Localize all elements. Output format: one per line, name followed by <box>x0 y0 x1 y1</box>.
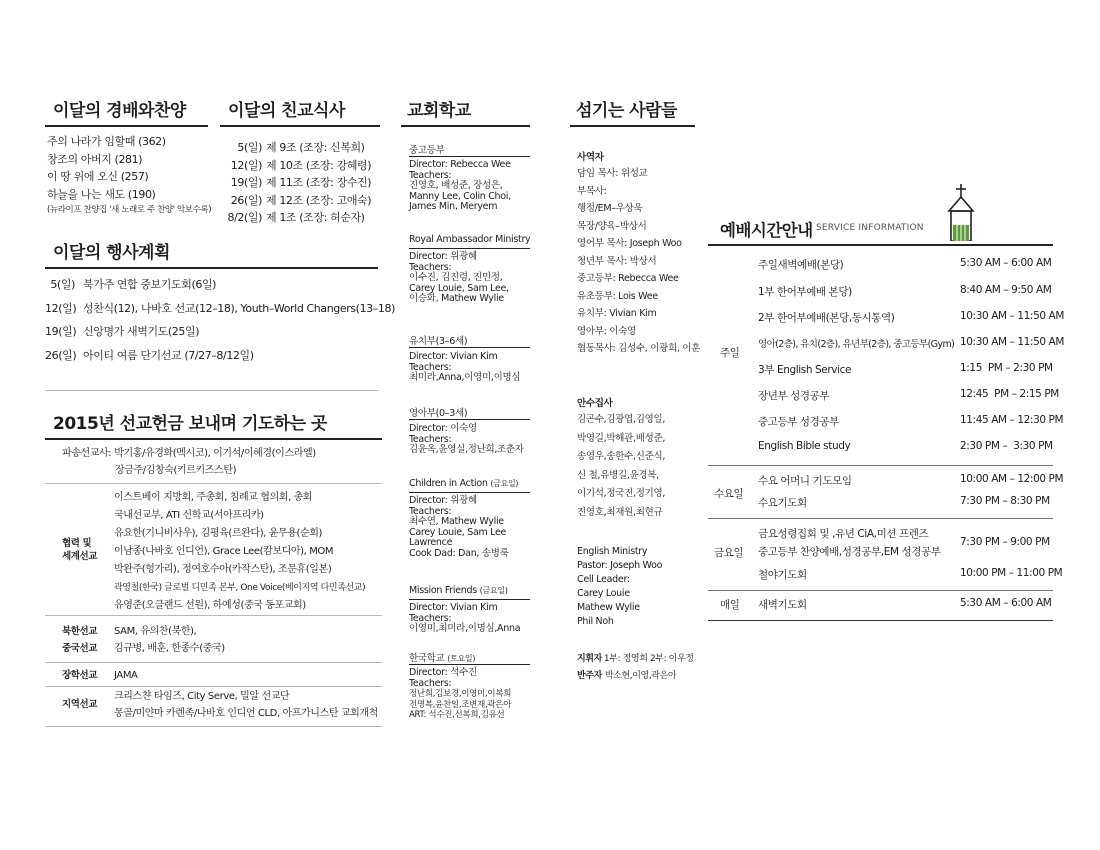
school-mf: Mission Friends (금요일) <box>409 585 508 596</box>
divider <box>708 518 1053 519</box>
school-ra: Royal Ambassador Ministry <box>409 234 531 245</box>
group-label: 북한선교 중국선교 <box>62 626 98 654</box>
divider <box>45 483 382 484</box>
divider <box>409 599 530 600</box>
divider <box>409 664 530 665</box>
divider <box>708 465 1053 466</box>
list-item: 수요 어머니 기도모임 10:00 AM – 12:00 PM <box>758 473 1064 487</box>
list-item: 26(일) 아이티 여름 단기선교 (7/27–8/12일) <box>45 348 254 362</box>
divider <box>409 347 530 348</box>
servants-deacons: 안수집사 김곤수,김광엽,김영일, 박영길,박해관,배성준, 송영우,송한수,신준식, 신 철,유병길,윤경복, 이기석,정국진,정기영, 진영호,최재원,최현규 <box>577 396 702 522</box>
group-label: 협력 및 세계선교 <box>62 538 98 562</box>
mission-section <box>45 409 382 440</box>
divider <box>708 590 1053 591</box>
list-item: 3부 English Service 1:15 PM – 2:30 PM <box>758 362 1053 376</box>
divider <box>45 390 378 391</box>
service-day-friday <box>708 521 1063 589</box>
worship-title: 이달의 경배와찬양 <box>45 96 208 127</box>
fellowship-list <box>220 139 380 227</box>
school-infant: 영아부(0–3세) <box>409 408 468 419</box>
list-item: 주의 나라가 임할때 (362) <box>47 135 166 148</box>
list-item: 이 땅 위에 오신 (257) <box>47 170 149 184</box>
list-item: 창조의 아버지 (281) <box>47 152 143 166</box>
group-label: 지역선교 <box>62 699 98 710</box>
church-icon <box>944 183 978 245</box>
worship-note: (뉴라이프 찬양집 '새 노래로 주 찬양' 악보수록) <box>47 205 212 216</box>
mission-title: 2015년 선교헌금 보내며 기도하는 곳 <box>45 409 382 440</box>
day-label: 매일 <box>720 599 740 611</box>
list-item: 5(일) 북가주 연합 중보기도회(6일) <box>50 278 217 291</box>
events-list <box>45 273 395 367</box>
list-item: 7:30 PM – 9:00 PM <box>960 536 1050 548</box>
list-item: 영아(2층), 유치(2층), 유년부(2층), 중고등부(Gym) 10:30 AM – 11:50 AM <box>758 336 1065 350</box>
list-item: 5(일) 제 9조 (조장: 신복희) <box>237 141 365 154</box>
worship-section <box>45 96 212 216</box>
group-lines: 이스트베이 지방회, 주총회, 침례교 협의회, 총회 국내선교부, ATI 신학교(서아프리카) 유요한(기니비사우), 김평육(르완다), 윤무용(순회) 이남종(나바호 인디언), Grace Lee(캄보디아), MOM 박완주(헝가리), 정여호수아(카작스탄), 조문휴(일본) 곽영철(한국) 글로벌 디민족 본부, One Voice(베이지역 다민족선교) 유영준(오클랜드 선원), 하예성(중국 동포교회) <box>114 492 366 611</box>
list-item: 12(일) 제 10조 (조장: 강혜령) <box>230 158 372 172</box>
events-title: 이달의 행사계획 <box>45 238 378 269</box>
service-subtitle: SERVICE INFORMATION <box>816 223 924 233</box>
divider <box>708 620 1053 621</box>
list-item: 하늘을 나는 새도 (190) <box>47 187 156 201</box>
service-day-sunday <box>708 254 1065 462</box>
list-item: 19(일) 제 11조 (조장: 장수진) <box>230 176 372 190</box>
day-label: 금요일 <box>714 547 744 559</box>
service-title: 예배시간안내 <box>720 221 813 240</box>
school-youth: 중고등부 <box>409 145 445 156</box>
list-item: 12(일) 성찬식(12), 나바호 선교(12–18), Youth–World Changers(13–18) <box>45 301 395 315</box>
list-item: 중고등부 찬양예배,성경공부,EM 성경공부 <box>758 546 941 558</box>
day-label: 수요일 <box>714 488 744 500</box>
school-korean: 한국학교 (토요일) <box>409 653 476 664</box>
service-day-wednesday <box>708 468 1064 516</box>
list-item: 철야기도회 10:00 PM – 11:00 PM <box>758 567 1063 581</box>
divider <box>45 686 382 687</box>
list-item: 새벽기도회 5:30 AM – 6:00 AM <box>758 597 1052 611</box>
mission-group-sent: 파송선교사: 박기홍/유경화(멕시코), 이기석/이혜경(이스라엘) 장금주/김창숙(키르키즈스탄) <box>62 445 382 479</box>
divider <box>409 156 530 157</box>
school-title: 교회학교 <box>401 96 530 127</box>
list-item: 19(일) 신앙명가 새벽기도(25일) <box>45 325 200 338</box>
day-label: 주일 <box>720 347 740 359</box>
list-item: 8/2(일) 제 1조 (조장: 허순자) <box>227 211 365 225</box>
divider <box>45 726 382 727</box>
list-item: 수요기도회 7:30 PM – 8:30 PM <box>758 495 1050 509</box>
list-item: 장년부 성경공부 12:45 PM – 2:15 PM <box>758 388 1059 402</box>
group-label: 장학선교 <box>62 670 98 681</box>
service-day-daily <box>708 592 1053 618</box>
group-label: 파송선교사: <box>62 448 112 459</box>
list-item: 금요성령집회 및 ,유년 CiA,미션 프렌즈 <box>758 528 929 540</box>
servants-staff: 사역자 담임 목사: 위성교 부목사: 행정/EM–우상욱 목장/양육–박상서 영어부 목사: Joseph Woo 청년부 목사: 박상서 중고등부: Rebecca Wee 유초등부: Lois Wee 유치부: Vivian Kim 영아부: 이숙영 협동목사: 김성수, 이광희, 이훈 <box>577 150 707 358</box>
list-item: 중고등부 성경공부 11:45 AM – 12:30 PM <box>758 414 1064 428</box>
staff-title: 사역자 <box>577 152 604 163</box>
list-item: 26(일) 제 12조 (조장: 고애숙) <box>230 193 372 207</box>
fellowship-title: 이달의 친교식사 <box>220 96 380 127</box>
divider <box>409 492 530 493</box>
servants-em: English Ministry Pastor: Joseph Woo Cell Leader: Carey Louie Mathew Wylie Phil Noh <box>577 546 663 627</box>
divider <box>45 662 382 663</box>
servants-title: 섬기는 사람들 <box>570 96 695 127</box>
divider <box>409 248 530 249</box>
divider <box>409 419 530 420</box>
mission-group-scholar: 장학선교 JAMA <box>62 670 138 681</box>
fellowship-section <box>220 96 380 227</box>
events-section <box>45 238 395 367</box>
list-item: 1부 한어부예배 본당) 8:40 AM – 9:50 AM <box>758 284 1052 298</box>
divider <box>45 615 382 616</box>
list-item: English Bible study 2:30 PM – 3:30 PM <box>758 440 1053 452</box>
servants-section <box>570 96 695 127</box>
school-cia: Children in Action (금요일) <box>409 478 519 489</box>
school-kinder: 유치부(3–6세) <box>409 336 468 347</box>
deacons-title: 안수집사 <box>577 398 613 409</box>
service-header <box>708 212 1053 246</box>
servants-music: 지휘자 1부: 정영희 2부: 이우정 반주자 박소현,이영,곽은아 <box>577 654 694 681</box>
list-item: 2부 한어부예배(본당,동시통역) 10:30 AM – 11:50 AM <box>758 310 1065 324</box>
school-section <box>401 96 530 127</box>
list-item: 주일새벽예배(본당) 5:30 AM – 6:00 AM <box>758 257 1052 271</box>
worship-list <box>45 133 208 203</box>
